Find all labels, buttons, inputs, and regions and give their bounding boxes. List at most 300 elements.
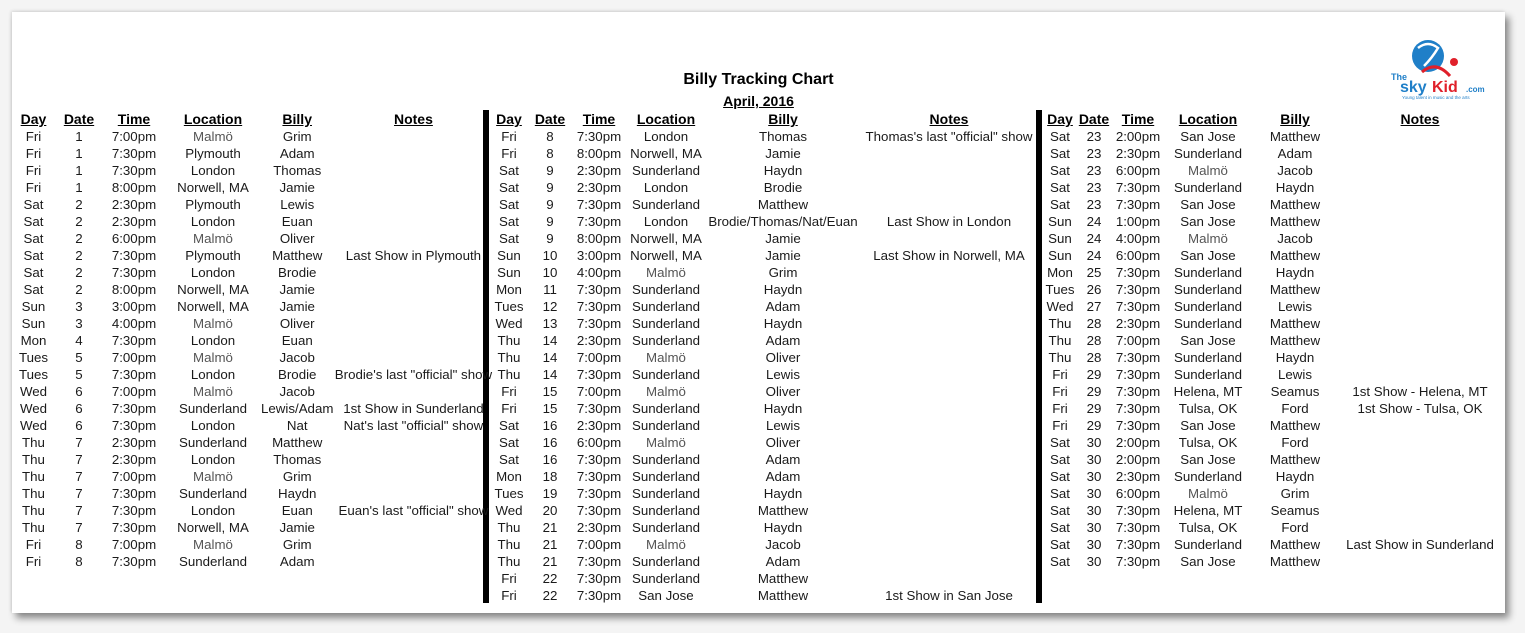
cell-location: Norwell, MA xyxy=(177,299,249,314)
table-row xyxy=(12,128,493,145)
cell-time: 2:00pm xyxy=(1115,452,1161,467)
table-row xyxy=(490,400,1038,417)
cell-billy: Haydn xyxy=(763,486,803,501)
table-row xyxy=(1042,247,1500,264)
cell-notes xyxy=(333,162,493,179)
table-row xyxy=(490,587,1038,604)
cell-location: Malmö xyxy=(193,129,233,144)
cell-billy: Haydn xyxy=(1275,350,1315,365)
cell-day: Sat xyxy=(499,435,519,450)
cell-billy: Matthew xyxy=(272,248,323,263)
cell-notes: 1st Show in Sunderland xyxy=(343,401,484,416)
cell-date: 2 xyxy=(75,231,83,246)
table-row xyxy=(1042,468,1500,485)
cell-billy: Adam xyxy=(765,299,801,314)
svg-text:Young talent in music and the: Young talent in music and the arts xyxy=(1402,95,1470,100)
cell-time: 7:30pm xyxy=(111,554,157,569)
cell-billy: Seamus xyxy=(1270,384,1320,399)
cell-day: Mon xyxy=(20,333,47,348)
cell-notes xyxy=(1340,145,1500,162)
cell-date: 23 xyxy=(1086,197,1102,212)
table-row xyxy=(1042,179,1500,196)
cell-day: Sat xyxy=(1050,180,1070,195)
cell-billy: Haydn xyxy=(1275,469,1315,484)
cell-time: 4:00pm xyxy=(111,316,157,331)
svg-text:sky: sky xyxy=(1400,79,1427,96)
cell-time: 7:30pm xyxy=(576,452,622,467)
cell-day: Fri xyxy=(501,129,517,144)
cell-day: Fri xyxy=(25,537,42,552)
table-row xyxy=(12,536,493,553)
cell-date: 7 xyxy=(75,520,83,535)
cell-time: 7:30pm xyxy=(576,503,622,518)
cell-location: San Jose xyxy=(1180,197,1236,212)
cell-location: Sunderland xyxy=(631,418,701,433)
cell-location: Sunderland xyxy=(631,571,701,586)
cell-date: 20 xyxy=(542,503,558,518)
cell-date: 6 xyxy=(75,418,83,433)
cell-billy: Lewis xyxy=(280,197,315,212)
cell-time: 8:00pm xyxy=(111,180,157,195)
cell-date: 27 xyxy=(1086,299,1102,314)
table-row xyxy=(1042,417,1500,434)
cell-location: London xyxy=(190,163,236,178)
cell-billy: Jacob xyxy=(1277,231,1313,246)
cell-time: 7:30pm xyxy=(576,486,622,501)
cell-notes xyxy=(333,332,493,349)
cell-notes xyxy=(860,383,1038,400)
cell-day: Sat xyxy=(499,452,519,467)
cell-billy: Brodie xyxy=(278,367,317,382)
cell-date: 30 xyxy=(1086,537,1102,552)
cell-billy: Matthew xyxy=(1269,214,1321,229)
cell-notes xyxy=(1340,179,1500,196)
cell-time: 6:00pm xyxy=(1115,486,1161,501)
table-row xyxy=(1042,264,1500,281)
cell-date: 1 xyxy=(75,129,83,144)
cell-time: 2:30pm xyxy=(576,180,622,195)
cell-time: 7:00pm xyxy=(1115,333,1161,348)
cell-date: 30 xyxy=(1086,469,1102,484)
cell-billy: Euan xyxy=(281,214,313,229)
cell-day: Sat xyxy=(1050,146,1070,161)
cell-time: 7:30pm xyxy=(1115,401,1161,416)
cell-billy: Seamus xyxy=(1270,503,1320,518)
cell-notes xyxy=(1340,247,1500,264)
cell-date: 4 xyxy=(75,333,83,348)
table-row xyxy=(490,536,1038,553)
cell-billy: Grim xyxy=(768,265,798,280)
cell-day: Tues xyxy=(494,299,524,314)
table-row xyxy=(490,128,1038,145)
cell-notes xyxy=(333,383,493,400)
cell-location: Sunderland xyxy=(1173,299,1243,314)
table-row xyxy=(490,247,1038,264)
cell-date: 3 xyxy=(75,299,83,314)
table-row xyxy=(12,502,493,519)
cell-day: Sat xyxy=(1050,503,1070,518)
cell-date: 30 xyxy=(1086,452,1102,467)
cell-date: 13 xyxy=(542,316,558,331)
cell-location: Sunderland xyxy=(631,299,701,314)
cell-notes: Nat's last "official" show xyxy=(343,418,484,433)
cell-time: 7:00pm xyxy=(111,129,157,144)
cell-time: 2:00pm xyxy=(1115,435,1161,450)
cell-billy: Oliver xyxy=(279,231,315,246)
cell-billy: Grim xyxy=(282,469,312,484)
cell-billy: Adam xyxy=(765,452,801,467)
table-row xyxy=(1042,315,1500,332)
cell-day: Sun xyxy=(21,299,46,314)
cell-date: 10 xyxy=(542,248,558,263)
cell-location: Sunderland xyxy=(631,316,701,331)
cell-time: 2:00pm xyxy=(1115,129,1161,144)
cell-billy: Adam xyxy=(279,146,315,161)
cell-date: 30 xyxy=(1086,520,1102,535)
cell-date: 28 xyxy=(1086,316,1102,331)
column-header-notes: Notes xyxy=(393,111,433,127)
schedule-table xyxy=(12,110,493,570)
cell-day: Sat xyxy=(23,248,44,263)
cell-location: Tulsa, OK xyxy=(1178,520,1238,535)
cell-notes xyxy=(1340,196,1500,213)
schedule-section-3 xyxy=(1042,110,1500,570)
cell-notes xyxy=(1340,451,1500,468)
cell-day: Thu xyxy=(497,350,521,365)
cell-time: 7:30pm xyxy=(576,554,622,569)
cell-billy: Haydn xyxy=(763,282,803,297)
cell-day: Fri xyxy=(1052,384,1068,399)
column-header-time: Time xyxy=(117,111,151,127)
cell-date: 15 xyxy=(542,401,558,416)
cell-date: 9 xyxy=(546,231,554,246)
cell-notes xyxy=(1340,281,1500,298)
cell-notes xyxy=(860,417,1038,434)
table-row xyxy=(12,213,493,230)
cell-date: 2 xyxy=(75,214,83,229)
cell-notes xyxy=(1340,434,1500,451)
table-row xyxy=(490,468,1038,485)
cell-time: 3:00pm xyxy=(576,248,622,263)
cell-day: Sat xyxy=(23,231,44,246)
table-row xyxy=(12,349,493,366)
table-row xyxy=(1042,196,1500,213)
cell-notes xyxy=(333,485,493,502)
cell-date: 22 xyxy=(542,571,558,586)
cell-billy: Lewis xyxy=(766,367,800,382)
cell-billy: Matthew xyxy=(1269,248,1321,263)
table-row xyxy=(490,366,1038,383)
table-row xyxy=(12,417,493,434)
cell-location: Sunderland xyxy=(631,163,701,178)
cell-notes xyxy=(1340,349,1500,366)
cell-date: 6 xyxy=(75,384,83,399)
cell-day: Thu xyxy=(1048,333,1072,348)
cell-notes xyxy=(333,298,493,315)
cell-location: Sunderland xyxy=(631,197,701,212)
cell-location: San Jose xyxy=(1180,418,1236,433)
cell-day: Sun xyxy=(1048,248,1072,263)
cell-day: Fri xyxy=(501,401,517,416)
cell-billy: Adam xyxy=(1277,146,1313,161)
cell-date: 24 xyxy=(1086,214,1102,229)
cell-time: 7:30pm xyxy=(111,418,157,433)
cell-billy: Matthew xyxy=(1269,129,1321,144)
cell-day: Sat xyxy=(1050,129,1070,144)
cell-time: 7:30pm xyxy=(1115,503,1161,518)
cell-day: Fri xyxy=(501,384,517,399)
cell-date: 26 xyxy=(1086,282,1102,297)
table-row xyxy=(12,315,493,332)
table-row xyxy=(490,315,1038,332)
table-row xyxy=(1042,230,1500,247)
cell-notes xyxy=(333,281,493,298)
cell-date: 9 xyxy=(546,180,554,195)
cell-day: Tues xyxy=(494,486,524,501)
cell-date: 21 xyxy=(542,520,558,535)
cell-date: 23 xyxy=(1086,180,1102,195)
cell-notes xyxy=(1340,298,1500,315)
column-header-date: Date xyxy=(534,111,566,127)
cell-date: 5 xyxy=(75,350,83,365)
svg-text:Kid: Kid xyxy=(1432,79,1458,96)
cell-date: 28 xyxy=(1086,333,1102,348)
table-header-row xyxy=(12,110,493,128)
cell-location: Sunderland xyxy=(1173,367,1243,382)
cell-day: Thu xyxy=(22,486,45,501)
cell-billy: Euan xyxy=(281,333,313,348)
cell-time: 7:30pm xyxy=(111,146,157,161)
table-row xyxy=(1042,213,1500,230)
cell-notes xyxy=(860,315,1038,332)
table-row xyxy=(12,332,493,349)
cell-date: 29 xyxy=(1086,418,1102,433)
cell-date: 21 xyxy=(542,537,558,552)
cell-notes xyxy=(860,468,1038,485)
cell-day: Thu xyxy=(22,469,45,484)
cell-time: 7:30pm xyxy=(1115,418,1161,433)
cell-date: 21 xyxy=(542,554,558,569)
cell-time: 7:30pm xyxy=(1115,282,1161,297)
cell-day: Sat xyxy=(499,197,519,212)
cell-day: Sat xyxy=(1050,197,1070,212)
cell-date: 10 xyxy=(542,265,558,280)
cell-notes xyxy=(860,366,1038,383)
cell-date: 3 xyxy=(75,316,83,331)
cell-time: 7:00pm xyxy=(576,350,622,365)
table-row xyxy=(12,162,493,179)
cell-location: San Jose xyxy=(1180,214,1236,229)
cell-date: 23 xyxy=(1086,146,1102,161)
table-row xyxy=(1042,281,1500,298)
cell-billy: Lewis xyxy=(1278,299,1312,314)
cell-notes xyxy=(860,485,1038,502)
table-row xyxy=(12,247,493,264)
cell-billy: Matthew xyxy=(757,571,809,586)
cell-day: Sat xyxy=(499,418,519,433)
cell-day: Sat xyxy=(499,180,519,195)
cell-date: 2 xyxy=(75,282,83,297)
cell-notes xyxy=(333,179,493,196)
cell-location: Malmö xyxy=(1188,231,1228,246)
cell-time: 7:30pm xyxy=(111,265,157,280)
document-page xyxy=(12,12,1505,613)
cell-billy: Matthew xyxy=(757,588,809,603)
cell-time: 7:30pm xyxy=(1115,299,1161,314)
cell-day: Fri xyxy=(501,146,517,161)
cell-time: 7:30pm xyxy=(1115,367,1161,382)
cell-billy: Jamie xyxy=(765,146,801,161)
cell-location: San Jose xyxy=(1180,248,1236,263)
cell-date: 16 xyxy=(542,435,558,450)
cell-location: Sunderland xyxy=(631,452,701,467)
cell-day: Sat xyxy=(1050,163,1070,178)
schedule-table xyxy=(490,110,1038,604)
cell-day: Wed xyxy=(19,384,48,399)
cell-date: 29 xyxy=(1086,384,1102,399)
table-row xyxy=(1042,536,1500,553)
cell-notes: Last Show in Norwell, MA xyxy=(873,248,1025,263)
cell-notes xyxy=(860,162,1038,179)
table-row xyxy=(1042,485,1500,502)
cell-location: Malmö xyxy=(646,350,686,365)
table-header-row xyxy=(490,110,1038,128)
table-row xyxy=(12,264,493,281)
table-row xyxy=(490,281,1038,298)
cell-location: Sunderland xyxy=(1173,350,1243,365)
cell-billy: Haydn xyxy=(763,163,803,178)
cell-location: Sunderland xyxy=(178,435,248,450)
cell-date: 14 xyxy=(542,333,558,348)
column-header-day: Day xyxy=(20,111,47,127)
cell-day: Sun xyxy=(497,265,521,280)
cell-date: 5 xyxy=(75,367,83,382)
cell-billy: Lewis xyxy=(1278,367,1312,382)
cell-billy: Matthew xyxy=(757,197,809,212)
cell-notes xyxy=(860,281,1038,298)
column-header-location: Location xyxy=(183,111,243,127)
column-header-date: Date xyxy=(63,111,95,127)
cell-day: Wed xyxy=(495,316,523,331)
cell-day: Sat xyxy=(1050,520,1070,535)
cell-day: Wed xyxy=(1046,299,1074,314)
cell-location: San Jose xyxy=(1180,333,1236,348)
column-header-day: Day xyxy=(496,111,522,127)
cell-notes xyxy=(860,434,1038,451)
cell-location: Sunderland xyxy=(631,469,701,484)
cell-location: London xyxy=(643,129,689,144)
cell-date: 8 xyxy=(75,537,83,552)
cell-billy: Oliver xyxy=(279,316,315,331)
cell-location: Malmö xyxy=(193,231,233,246)
table-row xyxy=(12,230,493,247)
cell-notes xyxy=(1340,485,1500,502)
cell-billy: Lewis/Adam xyxy=(261,401,334,416)
cell-location: Sunderland xyxy=(631,486,701,501)
cell-date: 23 xyxy=(1086,129,1102,144)
cell-location: Plymouth xyxy=(185,146,241,161)
cell-location: Sunderland xyxy=(631,554,701,569)
table-row xyxy=(12,179,493,196)
cell-location: Malmö xyxy=(193,384,233,399)
cell-day: Thu xyxy=(1048,316,1072,331)
table-row xyxy=(1042,519,1500,536)
cell-notes xyxy=(860,400,1038,417)
cell-notes xyxy=(333,145,493,162)
cell-location: Helena, MT xyxy=(1173,384,1243,399)
table-row xyxy=(490,519,1038,536)
cell-date: 23 xyxy=(1086,163,1102,178)
cell-location: Sunderland xyxy=(1173,469,1243,484)
svg-text:.com: .com xyxy=(1466,85,1485,94)
cell-day: Thu xyxy=(497,537,521,552)
cell-day: Sat xyxy=(499,214,519,229)
cell-billy: Jamie xyxy=(279,299,315,314)
cell-notes: Last Show in London xyxy=(886,214,1012,229)
cell-time: 6:00pm xyxy=(1115,248,1161,263)
cell-location: Malmö xyxy=(193,537,233,552)
cell-location: Norwell, MA xyxy=(630,248,702,263)
table-row xyxy=(490,145,1038,162)
skykid-logo xyxy=(1388,36,1498,102)
table-row xyxy=(1042,366,1500,383)
cell-time: 7:00pm xyxy=(111,537,157,552)
cell-day: Tues xyxy=(1045,282,1075,297)
cell-notes: Last Show in Plymouth xyxy=(345,248,482,263)
cell-time: 7:00pm xyxy=(111,469,157,484)
cell-time: 6:00pm xyxy=(111,231,157,246)
cell-location: London xyxy=(643,214,689,229)
cell-location: Norwell, MA xyxy=(630,146,702,161)
cell-billy: Jamie xyxy=(279,520,315,535)
cell-location: London xyxy=(190,418,236,433)
table-row xyxy=(12,383,493,400)
schedule-section-1 xyxy=(12,110,493,570)
cell-location: Sunderland xyxy=(1173,537,1243,552)
cell-time: 2:30pm xyxy=(111,214,157,229)
table-row xyxy=(1042,383,1500,400)
cell-date: 11 xyxy=(543,282,557,297)
cell-billy: Jamie xyxy=(279,180,315,195)
cell-billy: Haydn xyxy=(278,486,317,501)
table-row xyxy=(490,298,1038,315)
cell-notes xyxy=(333,553,493,570)
cell-location: Plymouth xyxy=(185,248,241,263)
cell-day: Sun xyxy=(21,316,46,331)
cell-notes xyxy=(860,553,1038,570)
cell-date: 1 xyxy=(75,146,83,161)
cell-billy: Oliver xyxy=(765,350,801,365)
cell-date: 7 xyxy=(75,452,83,467)
cell-billy: Jamie xyxy=(765,248,801,263)
cell-billy: Adam xyxy=(765,333,801,348)
cell-time: 7:30pm xyxy=(576,588,622,603)
cell-date: 30 xyxy=(1086,435,1102,450)
cell-day: Fri xyxy=(1052,418,1068,433)
cell-time: 7:30pm xyxy=(111,503,157,518)
cell-billy: Haydn xyxy=(1275,265,1315,280)
cell-date: 30 xyxy=(1086,486,1102,501)
cell-date: 7 xyxy=(75,469,83,484)
cell-date: 6 xyxy=(75,401,83,416)
cell-location: Malmö xyxy=(193,469,233,484)
cell-time: 2:30pm xyxy=(1115,316,1161,331)
cell-location: Tulsa, OK xyxy=(1178,435,1238,450)
cell-date: 8 xyxy=(546,146,554,161)
cell-location: Sunderland xyxy=(1173,146,1243,161)
cell-notes xyxy=(860,332,1038,349)
cell-time: 2:30pm xyxy=(1115,146,1161,161)
